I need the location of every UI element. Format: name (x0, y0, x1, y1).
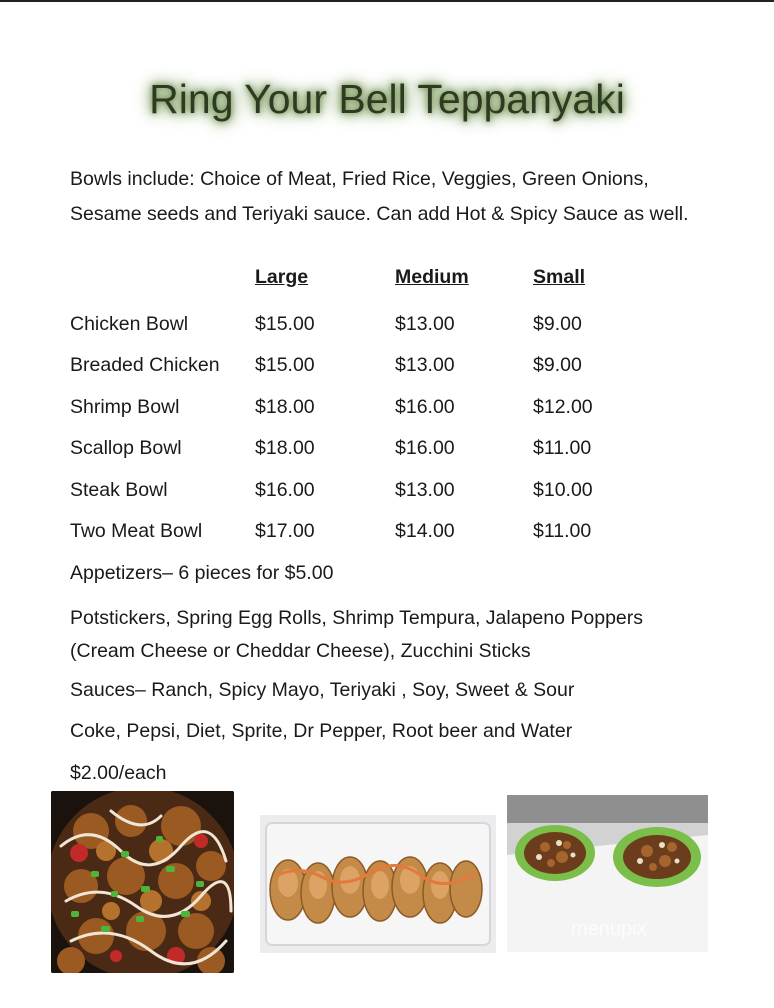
price-small: $11.00 (533, 520, 592, 542)
item-name: Chicken Bowl (70, 313, 189, 335)
table-row (70, 520, 690, 550)
price-small: $11.00 (533, 437, 592, 459)
table-row (70, 354, 690, 384)
table-row (70, 313, 690, 343)
item-name: Two Meat Bowl (70, 520, 203, 542)
price-large: $18.00 (255, 396, 315, 418)
drinks-price: $2.00/each (70, 762, 167, 784)
watermark-text: menupix (571, 918, 647, 940)
menu-title: Ring Your Bell Teppanyaki (149, 76, 625, 122)
price-large: $15.00 (255, 354, 315, 376)
price-medium: $13.00 (395, 313, 455, 335)
item-name: Scallop Bowl (70, 437, 182, 459)
price-small: $10.00 (533, 479, 593, 501)
item-name: Shrimp Bowl (70, 396, 180, 418)
appetizer-list: Potstickers, Spring Egg Rolls, Shrimp Tempura, Jalapeno Poppers (Cream Cheese or Cheddar Cheese), Zucchini Sticks (70, 607, 644, 662)
bowls-description: Bowls include: Choice of Meat, Fried Rice, Veggies, Green Onions, Sesame seeds and Teriyaki sauce. Can add Hot & Spicy Sauce as well. (70, 168, 689, 225)
sauces-line: Sauces– Ranch, Spicy Mayo, Teriyaki , Soy, Sweet & Sour (70, 679, 575, 701)
price-large: $18.00 (255, 437, 315, 459)
header-medium: Medium (395, 266, 469, 288)
price-small: $9.00 (533, 354, 582, 376)
wrap-photo (507, 795, 708, 952)
table-row (70, 396, 690, 426)
price-medium: $13.00 (395, 354, 455, 376)
table-row (70, 479, 690, 509)
top-border (0, 0, 774, 2)
item-name: Steak Bowl (70, 479, 168, 501)
item-name: Breaded Chicken (70, 354, 220, 376)
price-medium: $14.00 (395, 520, 455, 542)
potstickers-photo (260, 815, 496, 953)
table-row (70, 437, 690, 467)
drinks-line: Coke, Pepsi, Diet, Sprite, Dr Pepper, Root beer and Water (70, 720, 573, 742)
price-large: $17.00 (255, 520, 315, 542)
header-large: Large (255, 266, 309, 288)
bowl-photo (51, 791, 234, 973)
price-large: $15.00 (255, 313, 315, 335)
price-small: $12.00 (533, 396, 593, 418)
price-medium: $16.00 (395, 396, 455, 418)
price-medium: $13.00 (395, 479, 455, 501)
header-small: Small (533, 266, 586, 288)
appetizers-heading: Appetizers– 6 pieces for $5.00 (70, 562, 334, 584)
price-medium: $16.00 (395, 437, 455, 459)
price-large: $16.00 (255, 479, 315, 501)
price-small: $9.00 (533, 313, 582, 335)
